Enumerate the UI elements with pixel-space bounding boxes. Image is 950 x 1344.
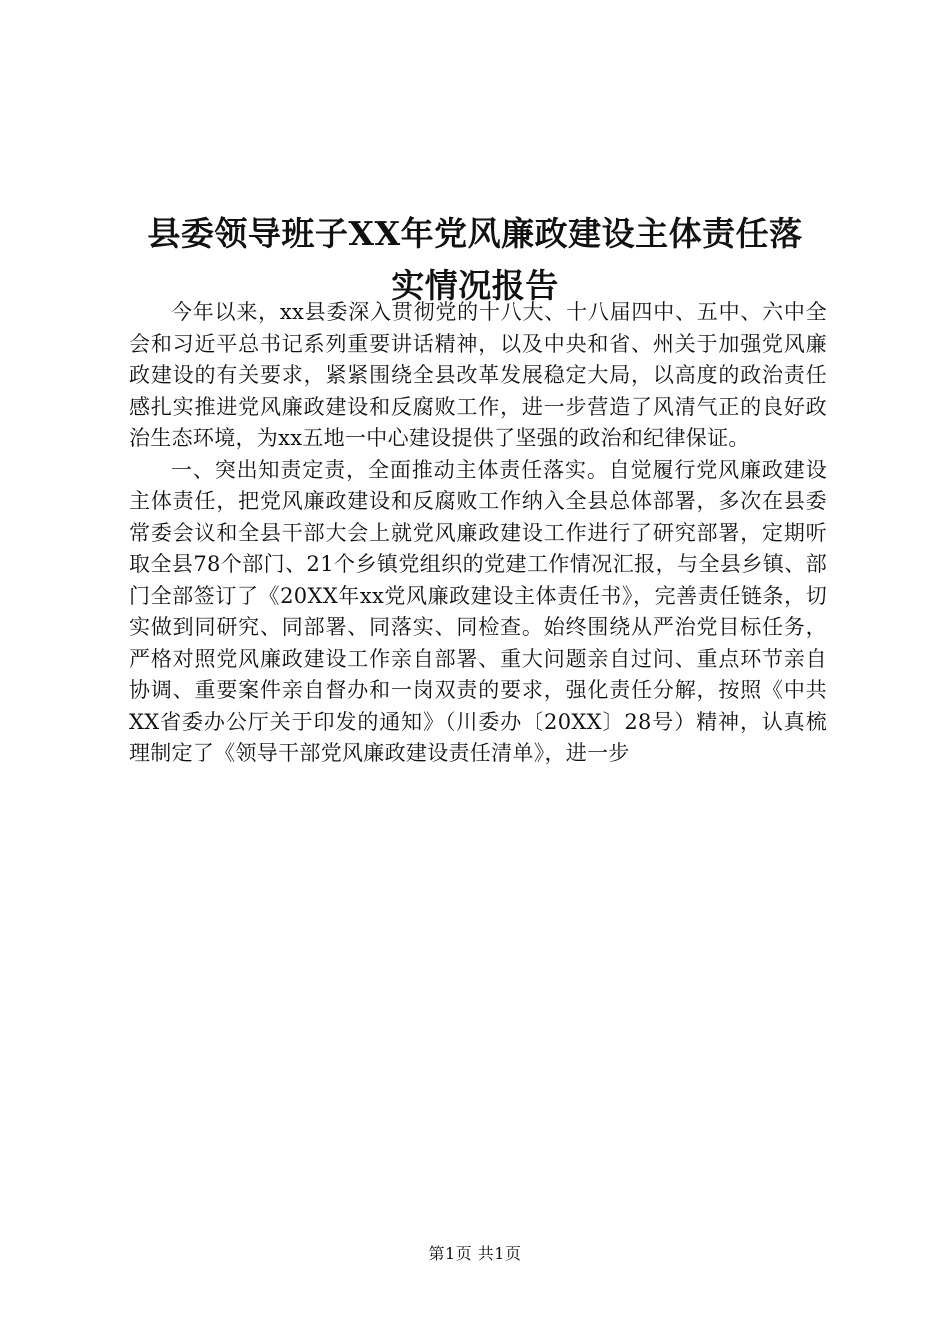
document-body <box>129 297 827 770</box>
page-footer: 第1页 共1页 <box>428 1244 522 1263</box>
title-line-2: 实情况报告 <box>391 266 559 306</box>
paragraph-section-1: 一、突出知责定责，全面推动主体责任落实。自觉履行党风廉政建设主体责任，把党风廉政建设和反腐败工作纳入全县总体部署，多次在县委常委会议和全县干部大会上就党风廉政建设工作进行了研究部署，定期听取全县78个部门、21个乡镇党组织的党建工作情况汇报，与全县乡镇、部门全部签订了《20XX年xx党风廉政建设主体责任书》，完善责任链条，切实做到同研究、同部署、同落实、同检查。始终围绕从严治党目标任务，严格对照党风廉政建设工作亲自部署、重大问题亲自过问、重点环节亲自协调、重要案件亲自督办和一岗双责的要求，强化责任分解，按照《中共XX省委办公厅关于印发的通知》（川委办〔20XX〕28号）精神，认真梳理制定了《领导干部党风廉政建设责任清单》，进一步 <box>129 457 827 765</box>
paragraph-intro: 今年以来，xx县委深入贯彻党的十八大、十八届四中、五中、六中全会和习近平总书记系列重要讲话精神，以及中央和省、州关于加强党风廉政建设的有关要求，紧紧围绕全县改革发展稳定大局，以高度的政治责任感扎实推进党风廉政建设和反腐败工作，进一步营造了风清气正的良好政治生态环境，为xx五地一中心建设提供了坚强的政治和纪律保证。 <box>129 300 827 450</box>
title-line-1: 县委领导班子XX年党风廉政建设主体责任落 <box>147 214 803 254</box>
